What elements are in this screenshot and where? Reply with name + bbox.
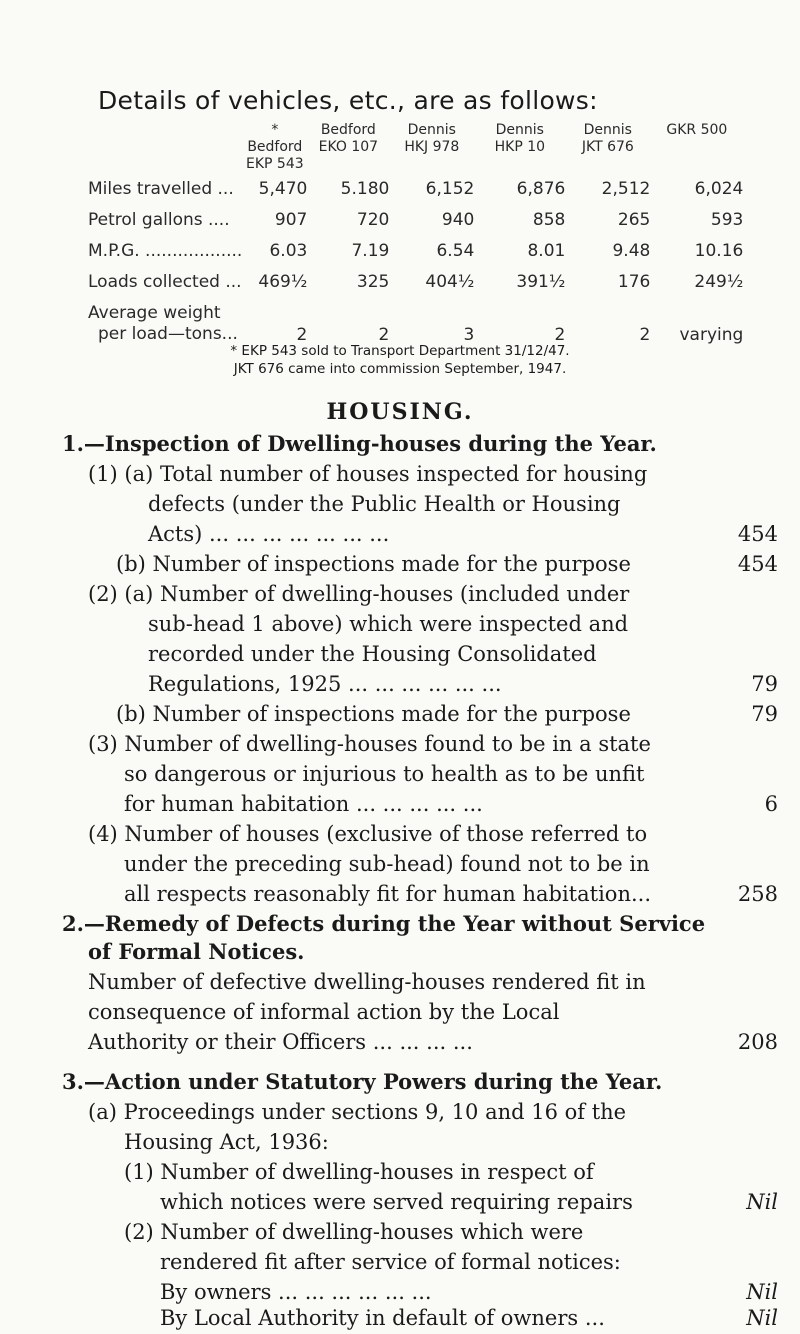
row-label-line: Average weight bbox=[88, 303, 221, 323]
vehicle-make: Dennis bbox=[495, 122, 544, 138]
cell: 2 bbox=[639, 325, 651, 345]
text-line: (3) Number of dwelling-houses found to be in a state bbox=[88, 732, 651, 756]
cell: 940 bbox=[441, 210, 475, 230]
section-heading: HOUSING. bbox=[326, 399, 474, 425]
row-label: Petrol gallons .... bbox=[88, 210, 230, 230]
text-line: so dangerous or injurious to health as to be unfit bbox=[124, 762, 645, 786]
text-line: sub-head 1 above) which were inspected and bbox=[148, 612, 629, 636]
value: 454 bbox=[737, 552, 778, 576]
header-vehicle-5 bbox=[565, 122, 650, 173]
value: 6 bbox=[764, 792, 778, 816]
cell: 5.180 bbox=[340, 179, 390, 199]
footnote: * EKP 543 sold to Transport Department 31/12/47. bbox=[230, 343, 570, 359]
row-label: Miles travelled ... bbox=[88, 179, 234, 199]
vehicle-reg: JKT 676 bbox=[581, 139, 634, 155]
vehicle-reg: EKO 107 bbox=[318, 139, 379, 155]
text-line: under the preceding sub-head) found not to be in bbox=[124, 852, 650, 876]
cell: 2,512 bbox=[601, 179, 651, 199]
cell: 9.48 bbox=[612, 241, 651, 261]
text-line: (b) Number of inspections made for the purpose bbox=[116, 702, 631, 726]
header-vehicle-4 bbox=[474, 122, 565, 173]
text-line: consequence of informal action by the Local bbox=[88, 1000, 560, 1024]
header-vehicle-1 bbox=[242, 122, 307, 173]
value: 208 bbox=[737, 1030, 778, 1054]
cell: 249½ bbox=[694, 272, 744, 292]
text-line: (2) Number of dwelling-houses which were bbox=[124, 1220, 584, 1244]
cell: 2 bbox=[378, 325, 390, 345]
cell: 593 bbox=[710, 210, 744, 230]
text-line: Authority or their Officers ... ... ... ... bbox=[88, 1030, 473, 1054]
value: Nil bbox=[746, 1280, 778, 1304]
header-vehicle-2 bbox=[307, 122, 389, 173]
page-heading: Details of vehicles, etc., are as follows: bbox=[98, 86, 598, 115]
cell: 6,024 bbox=[694, 179, 744, 199]
row-label-line: per load—tons... bbox=[98, 324, 238, 344]
text-line: (1) (a) Total number of houses inspected for housing bbox=[88, 462, 648, 486]
text-line: By Local Authority in default of owners ... bbox=[160, 1306, 605, 1330]
vehicle-reg: HKJ 978 bbox=[404, 139, 460, 155]
table-row bbox=[88, 303, 743, 345]
footnote: JKT 676 came into commission September, 1947. bbox=[233, 361, 567, 377]
header-vehicle-6 bbox=[650, 122, 743, 173]
text-line: (b) Number of inspections made for the purpose bbox=[116, 552, 631, 576]
vehicle-make: Dennis bbox=[583, 122, 632, 138]
value: 79 bbox=[751, 672, 778, 696]
header-empty bbox=[88, 122, 242, 173]
section-title: 1.—Inspection of Dwelling-houses during the Year. bbox=[62, 431, 657, 456]
cell: 265 bbox=[617, 210, 651, 230]
section-title: 2.—Remedy of Defects during the Year without Service bbox=[62, 911, 706, 936]
vehicle-make: Dennis bbox=[407, 122, 456, 138]
text-line: Number of defective dwelling-houses rendered fit in bbox=[88, 970, 646, 994]
cell: 391½ bbox=[516, 272, 566, 292]
text-line: (1) Number of dwelling-houses in respect of bbox=[124, 1160, 594, 1184]
value: Nil bbox=[746, 1190, 778, 1214]
cell: 907 bbox=[274, 210, 308, 230]
header-vehicle-3 bbox=[389, 122, 474, 173]
text-line: (2) (a) Number of dwelling-houses (included under bbox=[88, 582, 630, 606]
cell: varying bbox=[679, 325, 744, 345]
value: 79 bbox=[751, 702, 778, 726]
text-line: (4) Number of houses (exclusive of those referred to bbox=[88, 822, 648, 846]
row-label: M.P.G. .................. bbox=[88, 241, 243, 261]
text-line: for human habitation ... ... ... ... ... bbox=[124, 792, 483, 816]
text-line: By owners ... ... ... ... ... ... bbox=[160, 1280, 432, 1304]
text-line: (a) Proceedings under sections 9, 10 and 16 of the bbox=[88, 1100, 627, 1124]
cell: 8.01 bbox=[527, 241, 566, 261]
vehicle-reg: HKP 10 bbox=[494, 139, 546, 155]
text-line: Regulations, 1925 ... ... ... ... ... ... bbox=[148, 672, 502, 696]
text-line: Housing Act, 1936: bbox=[124, 1130, 329, 1154]
cell: 404½ bbox=[425, 272, 475, 292]
vehicle-reg: EKP 543 bbox=[246, 156, 304, 172]
cell: 2 bbox=[554, 325, 566, 345]
cell: 3 bbox=[463, 325, 475, 345]
section-title: 3.—Action under Statutory Powers during the Year. bbox=[62, 1069, 663, 1094]
text-line: rendered fit after service of formal notices: bbox=[160, 1250, 621, 1274]
text-line: which notices were served requiring repairs bbox=[160, 1190, 633, 1214]
cell: 6.03 bbox=[269, 241, 308, 261]
table-row bbox=[88, 272, 743, 303]
value: Nil bbox=[746, 1306, 778, 1330]
table-row bbox=[88, 241, 743, 272]
table-row bbox=[88, 179, 743, 210]
vehicle-make: Bedford bbox=[320, 122, 376, 138]
cell: 2 bbox=[296, 325, 308, 345]
vehicle-table bbox=[88, 122, 743, 345]
text-line: defects (under the Public Health or Housing bbox=[148, 492, 621, 516]
text-line: recorded under the Housing Consolidated bbox=[148, 642, 597, 666]
cell: 469½ bbox=[258, 272, 308, 292]
cell: 858 bbox=[532, 210, 566, 230]
vehicle-make: * Bedford bbox=[247, 122, 303, 155]
value: 454 bbox=[737, 522, 778, 546]
text-line: all respects reasonably fit for human habitation... bbox=[124, 882, 651, 906]
vehicle-reg: GKR 500 bbox=[666, 122, 728, 138]
row-label bbox=[88, 303, 242, 345]
cell: 10.16 bbox=[694, 241, 744, 261]
cell: 325 bbox=[356, 272, 390, 292]
cell: 6.54 bbox=[436, 241, 475, 261]
row-label: Loads collected ... bbox=[88, 272, 242, 292]
cell: 5,470 bbox=[258, 179, 308, 199]
value: 258 bbox=[737, 882, 778, 906]
section-title: of Formal Notices. bbox=[88, 939, 305, 964]
text-line: Acts) ... ... ... ... ... ... ... bbox=[148, 522, 390, 546]
cell: 6,876 bbox=[516, 179, 566, 199]
cell: 6,152 bbox=[425, 179, 475, 199]
vehicle-table-header bbox=[88, 122, 743, 173]
cell: 7.19 bbox=[351, 241, 390, 261]
cell: 720 bbox=[356, 210, 390, 230]
cell: 176 bbox=[617, 272, 651, 292]
table-row bbox=[88, 210, 743, 241]
